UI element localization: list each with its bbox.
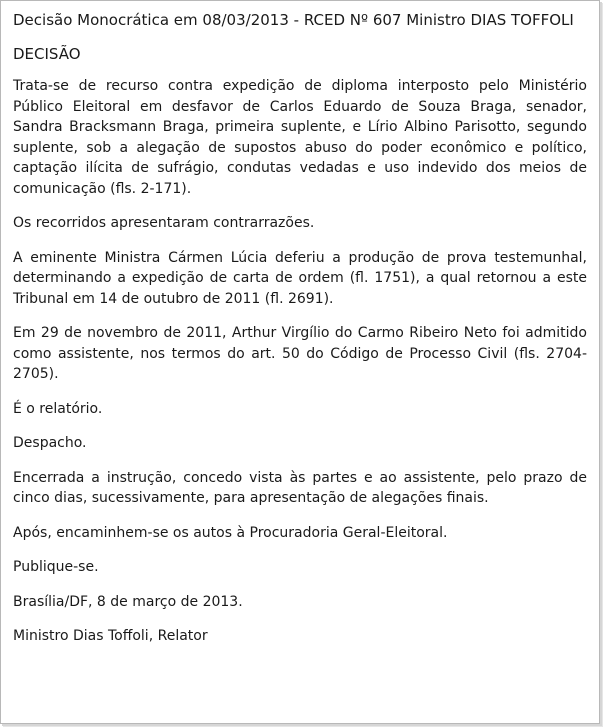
paragraph-instruction: Encerrada a instrução, concedo vista às partes e ao assistente, pelo prazo de cinco dias, sucessivamente, para apresentação de alegações finais. <box>13 469 587 506</box>
paragraph-dispatch: Despacho. <box>13 435 87 451</box>
paragraph-counterarguments: Os recorridos apresentaram contrarrazões. <box>13 215 315 231</box>
paragraph-date: Brasília/DF, 8 de março de 2013. <box>13 593 243 610</box>
paragraph-testimony: A eminente Ministra Cármen Lúcia deferiu a produção de prova testemunhal, determinando a expedição de carta de ordem (fl. 1751), a qual retornou a este Tribunal em 14 de outubro de 2011 (fl. 2691). <box>13 249 587 307</box>
paragraph-report: É o relatório. <box>13 400 103 417</box>
paragraph-publish: Publique-se. <box>13 559 99 575</box>
section-heading: DECISÃO <box>13 45 81 63</box>
paragraph-signature: Ministro Dias Toffoli, Relator <box>13 628 208 644</box>
document-content <box>13 9 587 661</box>
paragraph-assistant: Em 29 de novembro de 2011, Arthur Virgílio do Carmo Ribeiro Neto foi admitido como assistente, nos termos do art. 50 do Código de Processo Civil (fls. 2704-2705). <box>13 325 587 382</box>
paragraph-summary: Trata-se de recurso contra expedição de diploma interposto pelo Ministério Público Eleitoral em desfavor de Carlos Eduardo de Souza Braga, senador, Sandra Bracksmann Braga, primeira suplente, e Lírio Albino Parisotto, segundo suplente, sob a alegação de supostos abuso do poder econômico e político, captação ilícita de sufrágio, condutas vedadas e uso indevido dos meios de comunicação (fls. 2-171). <box>13 78 587 197</box>
paragraph-forward: Após, encaminhem-se os autos à Procuradoria Geral-Eleitoral. <box>13 524 448 541</box>
document-title: Decisão Monocrática em 08/03/2013 - RCED Nº 607 Ministro DIAS TOFFOLI <box>13 11 574 29</box>
